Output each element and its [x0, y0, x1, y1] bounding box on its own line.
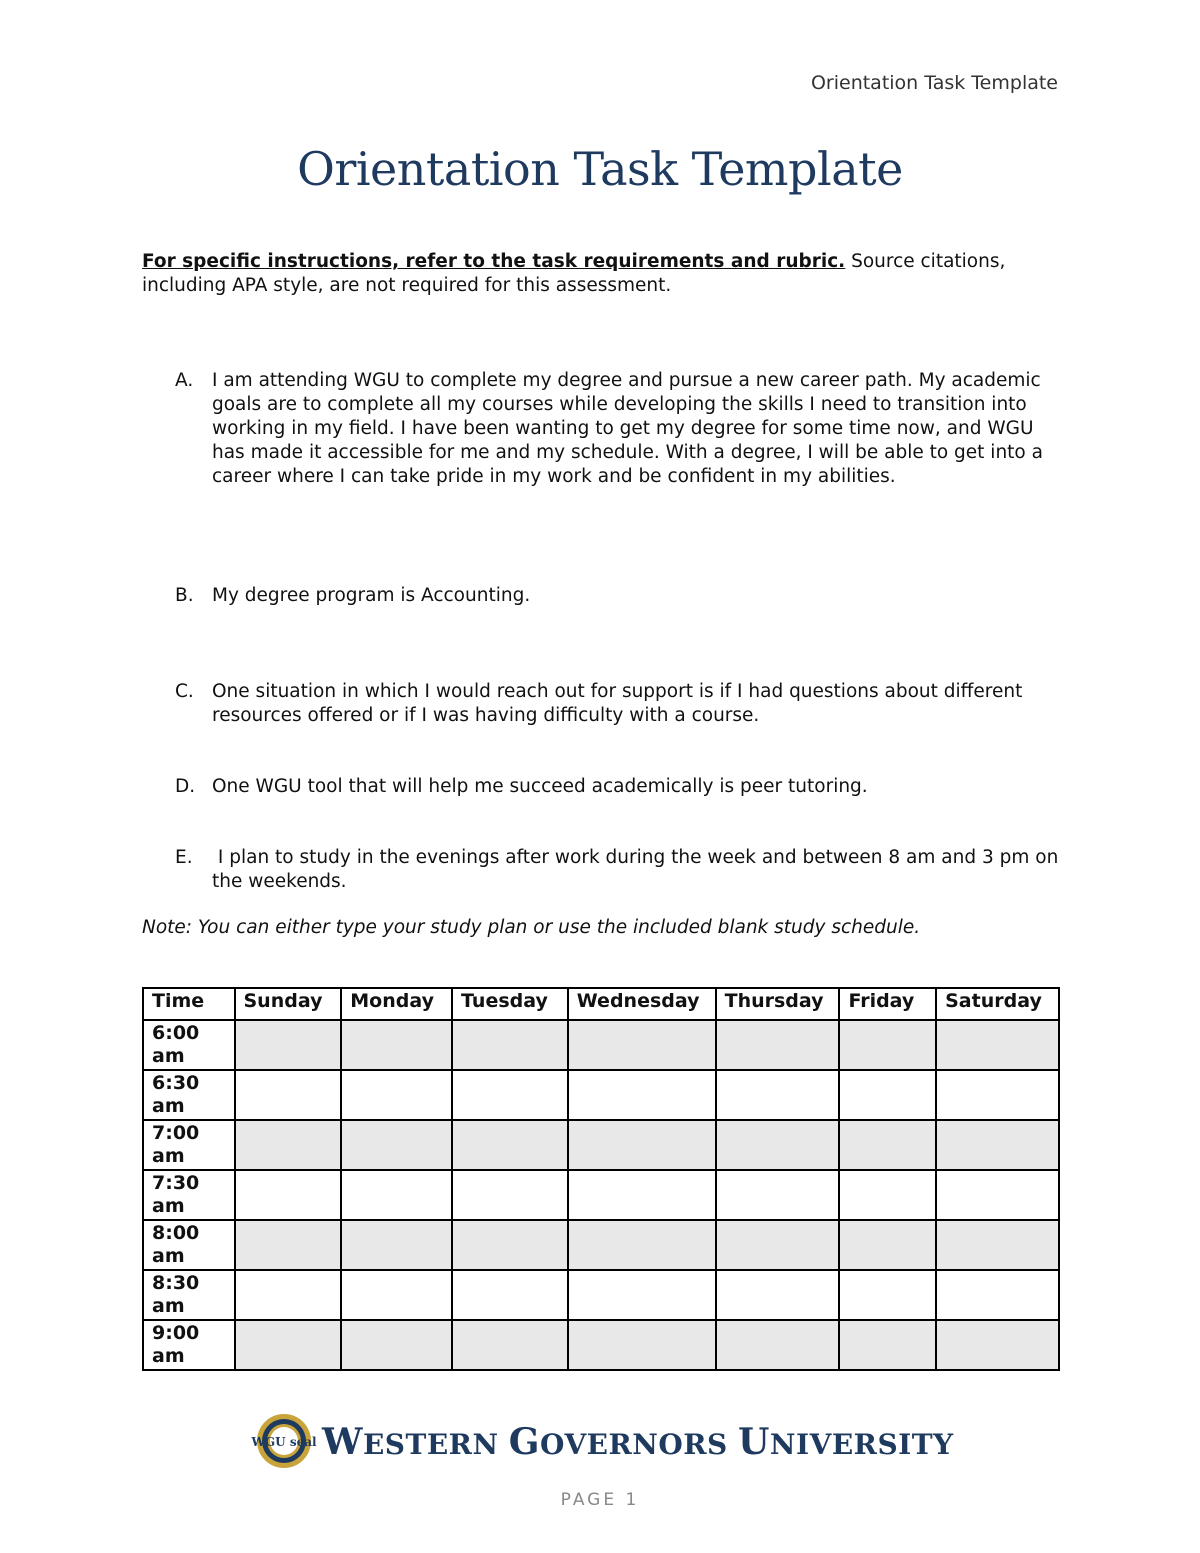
schedule-cell[interactable]: [341, 1020, 452, 1070]
wgu-logo: [251, 1413, 954, 1469]
schedule-cell[interactable]: [341, 1320, 452, 1370]
list-item-letter: A.: [175, 370, 194, 391]
schedule-cell[interactable]: [716, 1020, 840, 1070]
schedule-cell[interactable]: [839, 1220, 936, 1270]
schedule-cell[interactable]: [716, 1220, 840, 1270]
schedule-cell[interactable]: [235, 1170, 342, 1220]
schedule-cell[interactable]: [839, 1170, 936, 1220]
wgu-seal-icon: [251, 1413, 317, 1469]
schedule-cell[interactable]: [716, 1320, 840, 1370]
schedule-cell[interactable]: [341, 1120, 452, 1170]
table-row: [143, 1270, 1059, 1320]
schedule-cell[interactable]: [235, 1220, 342, 1270]
schedule-cell[interactable]: [936, 1220, 1059, 1270]
list-item-letter: E.: [175, 847, 193, 868]
list-item-text: I plan to study in the evenings after work during the week and between 8 am and 3 pm on the weekends.: [212, 847, 1065, 892]
time-cell: 8:30 am: [143, 1270, 235, 1320]
schedule-cell[interactable]: [839, 1270, 936, 1320]
schedule-cell[interactable]: [936, 1070, 1059, 1120]
schedule-cell[interactable]: [452, 1320, 568, 1370]
table-header-row: [143, 988, 1059, 1020]
schedule-cell[interactable]: [341, 1170, 452, 1220]
schedule-cell[interactable]: [716, 1270, 840, 1320]
schedule-cell[interactable]: [568, 1120, 716, 1170]
study-schedule-table: [142, 987, 1060, 1371]
schedule-cell[interactable]: [839, 1070, 936, 1120]
schedule-cell[interactable]: [452, 1070, 568, 1120]
note: Note: You can either type your study plan or use the included blank study schedule.: [142, 917, 921, 938]
list-item-text: My degree program is Accounting.: [212, 585, 531, 606]
column-header: Monday: [341, 988, 452, 1020]
column-header: Saturday: [936, 988, 1059, 1020]
table-row: [143, 1320, 1059, 1370]
column-header: Time: [143, 988, 235, 1020]
intro-instructions: For specific instructions, refer to the task requirements and rubric.: [142, 251, 846, 272]
table-row: [143, 1170, 1059, 1220]
table-row: [143, 1070, 1059, 1120]
schedule-cell[interactable]: [568, 1220, 716, 1270]
schedule-cell[interactable]: [235, 1020, 342, 1070]
schedule-cell[interactable]: [936, 1120, 1059, 1170]
schedule-cell[interactable]: [568, 1020, 716, 1070]
column-header: Tuesday: [452, 988, 568, 1020]
schedule-cell[interactable]: [568, 1320, 716, 1370]
column-header: Wednesday: [568, 988, 716, 1020]
schedule-cell[interactable]: [452, 1020, 568, 1070]
schedule-cell[interactable]: [839, 1120, 936, 1170]
schedule-cell[interactable]: [235, 1320, 342, 1370]
list-item-letter: C.: [175, 681, 194, 702]
schedule-cell[interactable]: [839, 1320, 936, 1370]
schedule-cell[interactable]: [452, 1220, 568, 1270]
column-header: Friday: [839, 988, 936, 1020]
table-row: [143, 1020, 1059, 1070]
schedule-cell[interactable]: [235, 1270, 342, 1320]
wgu-wordmark: WESTERN GOVERNORS UNIVERSITY: [322, 1421, 954, 1463]
schedule-cell[interactable]: [936, 1020, 1059, 1070]
schedule-cell[interactable]: [568, 1170, 716, 1220]
time-cell: 7:00 am: [143, 1120, 235, 1170]
table-row: [143, 1120, 1059, 1170]
schedule-cell[interactable]: [235, 1070, 342, 1120]
schedule-cell[interactable]: [341, 1270, 452, 1320]
schedule-cell[interactable]: [452, 1270, 568, 1320]
intro-text: Source citations,: [845, 251, 1006, 272]
page-number: PAGE 1: [560, 1490, 640, 1510]
schedule-cell[interactable]: [936, 1320, 1059, 1370]
list-item-text: One situation in which I would reach out for support is if I had questions about different resources offered or if I was having difficulty with a course.: [212, 681, 1023, 726]
schedule-cell[interactable]: [568, 1270, 716, 1320]
schedule-cell[interactable]: [452, 1170, 568, 1220]
document-title: Orientation Task Template: [297, 142, 903, 196]
time-cell: 6:00 am: [143, 1020, 235, 1070]
list-item-letter: D.: [175, 776, 196, 797]
schedule-cell[interactable]: [235, 1120, 342, 1170]
time-cell: 9:00 am: [143, 1320, 235, 1370]
list-item-text: One WGU tool that will help me succeed academically is peer tutoring.: [212, 776, 868, 797]
time-cell: 8:00 am: [143, 1220, 235, 1270]
list-item-letter: B.: [175, 585, 194, 606]
schedule-cell[interactable]: [936, 1270, 1059, 1320]
running-header: Orientation Task Template: [810, 72, 1058, 94]
time-cell: 6:30 am: [143, 1070, 235, 1120]
schedule-cell[interactable]: [839, 1020, 936, 1070]
intro-paragraph: [142, 250, 1062, 298]
table-row: [143, 1220, 1059, 1270]
schedule-cell[interactable]: [341, 1070, 452, 1120]
list-item-text: I am attending WGU to complete my degree and pursue a new career path. My academic goals are to complete all my courses while developing the skills I need to transition into working in my field. I have been wanting to get my degree for some time now, and WGU has made it accessible for me and my schedule. With a degree, I will be able to get into a career where I can take pride in my work and be confident in my abilities.: [212, 370, 1043, 487]
schedule-cell[interactable]: [936, 1170, 1059, 1220]
column-header: Sunday: [235, 988, 342, 1020]
intro-text-line2: including APA style, are not required for this assessment.: [142, 275, 672, 296]
schedule-cell[interactable]: [716, 1170, 840, 1220]
schedule-cell[interactable]: [568, 1070, 716, 1120]
schedule-cell[interactable]: [452, 1120, 568, 1170]
column-header: Thursday: [716, 988, 840, 1020]
schedule-cell[interactable]: [716, 1070, 840, 1120]
time-cell: 7:30 am: [143, 1170, 235, 1220]
schedule-cell[interactable]: [341, 1220, 452, 1270]
seal-monogram: WGU seal: [251, 1435, 317, 1449]
schedule-cell[interactable]: [716, 1120, 840, 1170]
